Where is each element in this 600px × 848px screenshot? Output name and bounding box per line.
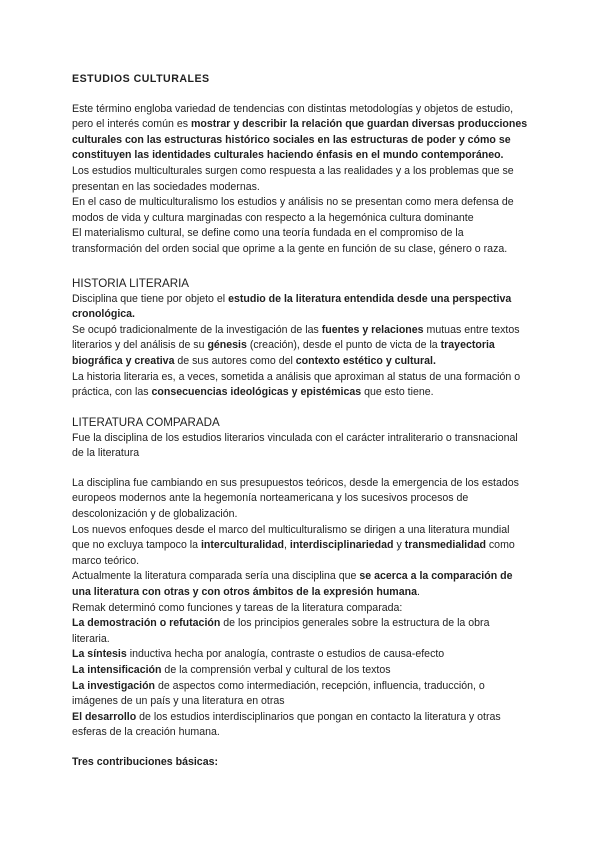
paragraph: Fue la disciplina de los estudios literarios vinculada con el carácter intraliterario o transnacional de la literatura — [72, 431, 518, 460]
emphasis-text: consecuencias ideológicas y epistémicas — [151, 386, 362, 399]
paragraph: Remak determinó como funciones y tareas de la literatura comparada: — [72, 601, 403, 614]
text-run: de los estudios interdisciplinarios que pongan en contacto la literatura y otras esferas de la creación humana. — [72, 710, 501, 739]
paragraph — [72, 523, 528, 570]
text-run: Se ocupó tradicionalmente de la investigación de las — [72, 323, 322, 336]
paragraph — [72, 370, 528, 401]
emphasis-text: La investigación — [72, 679, 156, 692]
emphasis-text: génesis — [207, 339, 247, 352]
text-run: de la comprensión verbal y cultural de los textos — [161, 664, 391, 676]
section-literatura-comparada — [72, 415, 528, 771]
paragraph — [72, 292, 528, 323]
text-run: de los principios generales sobre la estructura de la obra literaria. — [72, 617, 490, 645]
emphasis-text: La demostración o refutación — [72, 617, 221, 630]
text-run: , — [283, 539, 290, 552]
section-title: ESTUDIOS CULTURALES — [72, 73, 210, 85]
paragraph: En el caso de multiculturalismo los estudios y análisis no se presentan como mera defensa de modos de vida y cultura marginadas con respecto a la hegemónica cultura dominante — [72, 196, 514, 224]
text-run: de sus autores como del — [174, 354, 296, 367]
section-historia-literaria — [72, 276, 528, 401]
emphasis-text: trayectoria biográfica y creativa — [72, 339, 495, 367]
paragraph: El materialismo cultural, se define como una teoría fundada en el compromiso de la transformación del orden social que oprime a la gente en función de su clase, género o raza. — [72, 227, 508, 255]
emphasis-text: transmedialidad — [404, 539, 486, 552]
emphasis-text: mostrar y describir la relación que guardan diversas producciones culturales con las estructuras histórico sociales en las estructuras de poder y cómo se constituyen las identidades culturales haciendo énfasis en el mundo contemporáneo. — [72, 118, 528, 162]
text-run: inductiva hecha por analogía, contraste o estudios de causa-efecto — [126, 648, 445, 661]
emphasis-text: El desarrollo — [72, 710, 137, 723]
text-run: como marco teórico. — [72, 539, 515, 567]
emphasis-text: interdisciplinariedad — [289, 539, 394, 552]
emphasis-text: contexto estético y cultural. — [295, 354, 436, 367]
text-run: mutuas entre textos literarios y del análisis de su — [72, 323, 520, 352]
list-item — [72, 647, 528, 663]
text-run: Actualmente la literatura comparada sería una disciplina que — [72, 570, 360, 583]
paragraph — [72, 102, 528, 164]
section-estudios-culturales — [72, 72, 528, 258]
list-item — [72, 710, 528, 741]
section-title: LITERATURA COMPARADA — [72, 415, 220, 429]
text-run: Los nuevos enfoques desde el marco del multiculturalismo se dirigen a una literatura mundial que no excluya tampoco la — [72, 523, 510, 552]
text-run: Disciplina que tiene por objeto el — [72, 292, 229, 305]
paragraph — [72, 323, 528, 370]
paragraph: Los estudios multiculturales surgen como respuesta a las realidades y a los problemas que se presentan en las sociedades modernas. — [72, 164, 514, 193]
list-item — [72, 616, 528, 647]
paragraph: La disciplina fue cambiando en sus presupuestos teóricos, desde la emergencia de los estados europeos modernos ante la hegemonía norteamericana y los sucesivos procesos de descolonización y de globalización. — [72, 476, 519, 521]
text-run: (creación), desde el punto de victa de la — [246, 339, 441, 352]
emphasis-text: estudio de la literatura entendida desde una perspectiva cronológica. — [72, 292, 512, 321]
text-run: que esto tiene. — [361, 386, 434, 399]
text-run: . — [416, 586, 420, 599]
emphasis-text: se acerca a la comparación de una literatura con otras y con otros ámbitos de la expresión humana — [72, 570, 513, 599]
emphasis-text: La intensificación — [72, 664, 162, 676]
section-title: HISTORIA LITERARIA — [72, 276, 190, 290]
text-run: La historia literaria es, a veces, sometida a análisis que aproximan al status de una formación o práctica, con las — [72, 370, 521, 399]
list-item — [72, 679, 528, 710]
closing-heading: Tres contribuciones básicas: — [72, 755, 219, 768]
text-run: de aspectos como intermediación, recepción, influencia, traducción, o imágenes de un país y una literatura en otras — [72, 679, 485, 708]
emphasis-text: interculturalidad — [200, 539, 284, 552]
emphasis-text: La síntesis — [72, 648, 127, 661]
emphasis-text: fuentes y relaciones — [321, 323, 424, 336]
paragraph — [72, 569, 528, 600]
text-run: y — [393, 539, 405, 552]
text-run: Este término engloba variedad de tendencias con distintas metodologías y objetos de estudio, pero el interés común es — [72, 102, 514, 131]
list-item — [72, 663, 528, 679]
